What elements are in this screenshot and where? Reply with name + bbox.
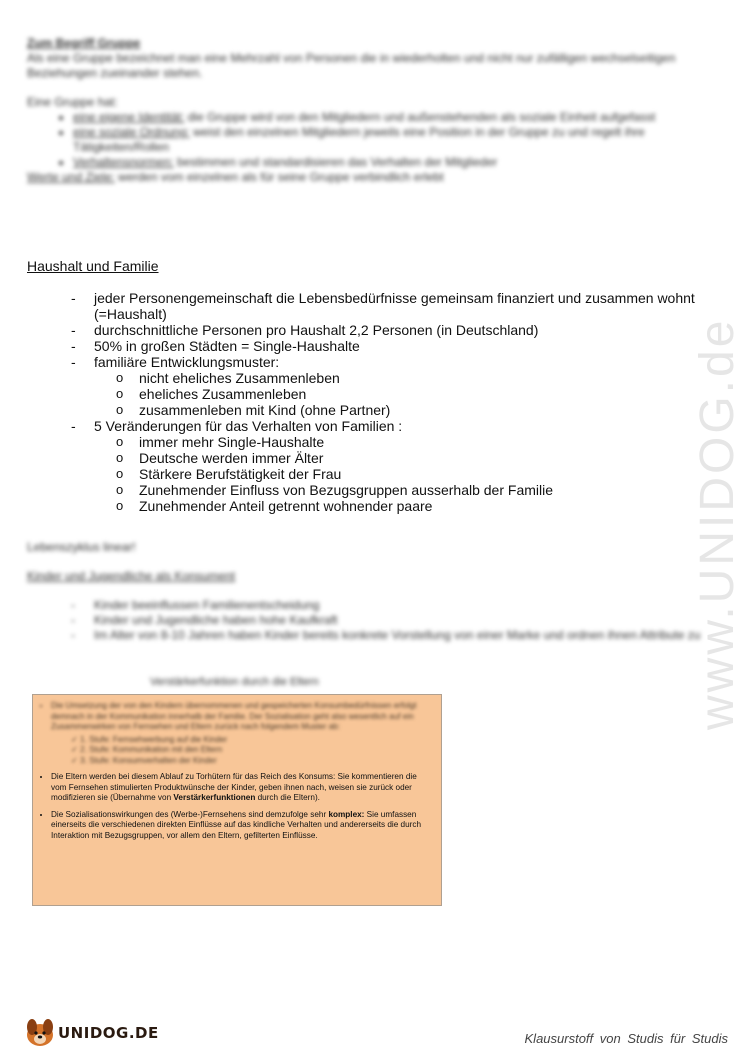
group-definition-section [27,36,717,185]
box-top-item: • Die Umsetzung der von den Kindern übernommenen und gespeicherten Konsumbedürfnissen erfolgt demnach in der Kommunikation innerhalb der Familie. Der Sozialisation geht also wesentlich auf ein Zusammenwirken von Fernsehen und Eltern zurück nach folgendem Muster ab: ✓ 1. Stufe: Fernsehwerbung auf die Kinder ✓ 2. Stufe: Kommunikation mit den Eltern ✓ 3. Stufe: Konsumverhalten der Kinder [51,701,433,766]
list-item: • Verhaltensnormen: bestimmen und standardisieren das Verhalten der Mitglieder [73,155,717,170]
list-item: - familiäre Entwicklungsmuster: o nicht eheliches Zusammenleben o eheliches Zusammenleben o zusammenleben mit Kind (ohne Partner) [27,354,717,418]
box-item-socialisation: • Die Sozialisationswirkungen des (Werbe-)Fernsehens sind demzufolge sehr komplex: Sie umfassen einerseits die verschiedenen direkten Einflüsse auf das kindliche Verhalten und andererseits die durch Interaktion mit Bezugsgruppen, vor allem den Eltern, gefilterten Einflüsse. [51,810,433,842]
group-heading: Zum Begriff Gruppe [27,36,141,50]
list-item: • eine soziale Ordnung: weist den einzelnen Mitgliedern jeweils eine Position in der Gruppe zu und regelt ihre Tätigkeiten/Rollen [73,125,717,155]
lifecycle-line: Lebenszyklus linear! [27,540,136,554]
footer-tagline: Klausurstoff von Studis für Studis [524,1031,728,1046]
box-item-parents: • Die Eltern werden bei diesem Ablauf zu Torhütern für das Reich des Konsums: Sie kommentieren die vom Fernsehen stimulierten Produktwünsche der Kinder, geben ihnen nach, weisen sie zurück oder modifizieren sie (Übernahme von Verstärkerfunktionen durch die Eltern). [51,772,433,804]
list-item: - durchschnittliche Personen pro Haushalt 2,2 Personen (in Deutschland) [27,322,717,338]
sub-list-item: o zusammenleben mit Kind (ohne Partner) [94,402,717,418]
box-step: ✓ 3. Stufe: Konsumverhalten der Kinder [71,755,217,765]
consumer-section [27,540,717,643]
logo-text: UNIDOG.DE [58,1024,159,1042]
list-item: - 50% in großen Städten = Single-Haushalte [27,338,717,354]
household-section [27,258,717,514]
group-lead: Eine Gruppe hat: [27,95,118,109]
group-bullets [27,110,717,170]
sub-list-item: o Zunehmender Anteil getrennt wohnender paare [94,498,717,514]
sub-list-item: o Zunehmender Einfluss von Bezugsgruppen ausserhalb der Familie [94,482,717,498]
development-patterns-list [94,370,717,418]
household-list [27,290,717,514]
group-intro: Als eine Gruppe bezeichnet man eine Mehrzahl von Personen die in wiederholten und nicht nur zufälligen wechselseitigen Beziehungen zueinander stehen. [27,51,676,80]
list-item: - jeder Personengemeinschaft die Lebensbedürfnisse gemeinsam finanziert und zusammen wohnt (=Haushalt) [27,290,717,322]
list-item: - Kinder und Jugendliche haben hohe Kaufkraft [27,613,717,628]
household-title: Haushalt und Familie [27,258,159,274]
sub-list-item: o immer mehr Single-Haushalte [94,434,717,450]
box-step: ✓ 2. Stufe: Kommunikation mit den Eltern [71,745,223,754]
sub-list-item: o nicht eheliches Zusammenleben [94,370,717,386]
consumer-heading: Kinder und Jugendliche als Konsument [27,569,236,583]
watermark: www.UNIDOG.de [691,317,744,730]
sub-list-item: o Stärkere Berufstätigkeit der Frau [94,466,717,482]
values-line: Werte und Ziele: werden vom einzelnen als für seine Gruppe verbindlich erlebt [27,170,444,184]
box-step: ✓ 1. Stufe: Fernsehwerbung auf die Kinder [71,734,228,744]
sub-list-item: o Deutsche werden immer Älter [94,450,717,466]
list-item: • eine eigene Identität: die Gruppe wird von den Mitgliedern und außenstehenden als soziale Einheit aufgefasst [73,110,717,125]
list-item: - 5 Veränderungen für das Verhalten von Familien : o immer mehr Single-Haushalte o Deutsche werden immer Älter o Stärkere Berufstätigkeit der Frau o Zunehmender Einfluss von Bezugsgruppen ausserhalb der Familie o Zunehmender Anteil getrennt wohnender paare [27,418,717,514]
consumer-list [27,598,717,643]
sub-list-item: o eheliches Zusammenleben [94,386,717,402]
box-caption: Verstärkerfunktion durch die Eltern [150,676,319,688]
box-steps [51,735,433,767]
list-item: - Kinder beeinflussen Familienentscheidung [27,598,717,613]
info-box [32,694,442,906]
list-item: - Im Alter von 8-10 Jahren haben Kinder bereits konkrete Vorstellung von einer Marke und ordnen ihnen Attribute zu [27,628,717,643]
family-changes-list [94,434,717,514]
